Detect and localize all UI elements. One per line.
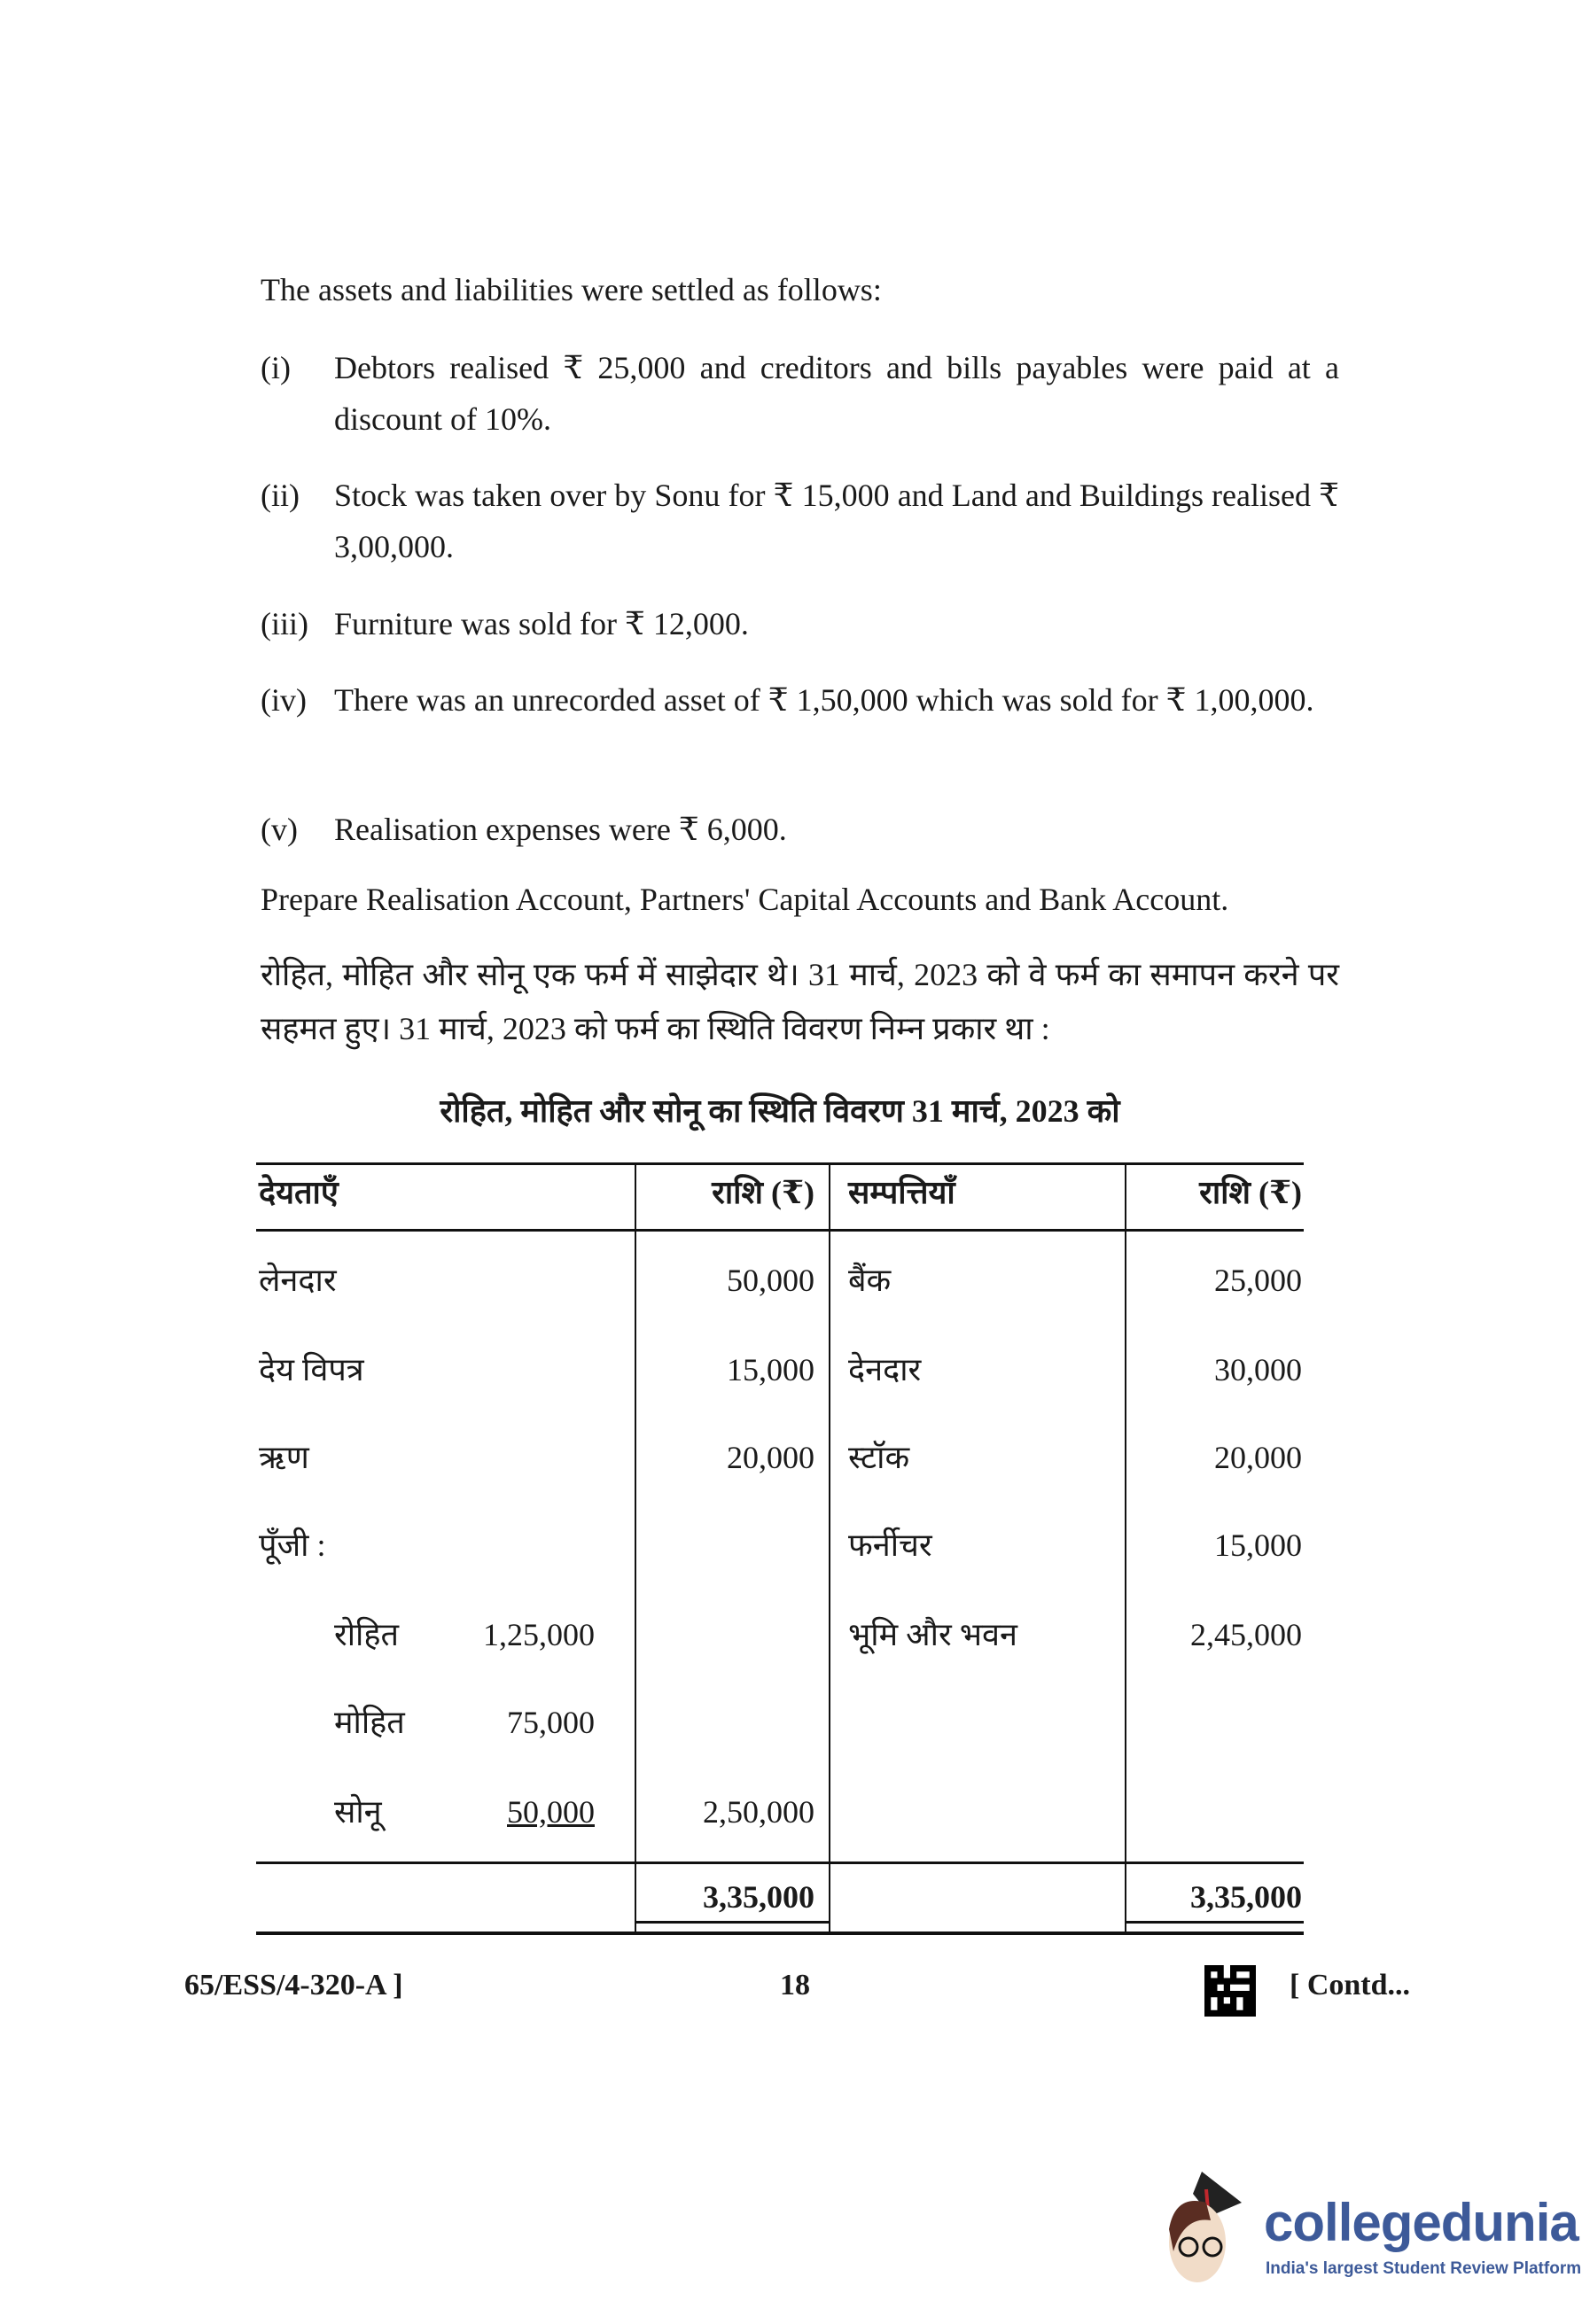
- total-liabilities: 3,35,000: [703, 1879, 814, 1915]
- liability-amount: 15,000: [727, 1352, 814, 1387]
- item-text: There was an unrecorded asset of ₹ 1,50,000 which was sold for ₹ 1,00,000.: [334, 682, 1314, 718]
- header-assets: सम्पत्तियाँ: [848, 1175, 955, 1210]
- list-item: [261, 470, 1339, 572]
- partner-capital: 75,000: [507, 1705, 595, 1740]
- asset-amount: 25,000: [1214, 1263, 1302, 1298]
- asset-label: बैंक: [848, 1263, 892, 1298]
- column-divider: [1125, 1162, 1126, 1935]
- item-text: Realisation expenses were ₹ 6,000.: [334, 812, 787, 847]
- asset-label: भूमि और भवन: [848, 1617, 1018, 1652]
- table-bottom-rule: [256, 1931, 1304, 1935]
- liability-label: लेनदार: [259, 1263, 337, 1298]
- item-text: Debtors realised ₹ 25,000 and creditors and bills payables were paid at a discount of 10%.: [334, 350, 1339, 437]
- asset-label: देनदार: [848, 1352, 922, 1387]
- liability-amount: 50,000: [727, 1263, 814, 1298]
- list-item: [261, 342, 1339, 445]
- liability-label: पूँजी :: [259, 1527, 326, 1563]
- asset-amount: 30,000: [1214, 1352, 1302, 1387]
- brand-tagline: India's largest Student Review Platform: [1266, 2259, 1582, 2278]
- partner-name: सोनू: [334, 1794, 382, 1830]
- partner-name: रोहित: [334, 1617, 400, 1652]
- column-divider: [829, 1162, 830, 1935]
- item-number: (ii): [261, 478, 300, 513]
- double-rule: [635, 1921, 830, 1924]
- list-item: [261, 804, 1339, 855]
- liability-amount: 20,000: [727, 1440, 814, 1475]
- asset-amount: 20,000: [1214, 1440, 1302, 1475]
- total-rule: [256, 1862, 1304, 1864]
- asset-amount: 2,45,000: [1190, 1617, 1302, 1652]
- item-number: (iv): [261, 682, 307, 718]
- double-rule: [1126, 1921, 1304, 1924]
- mascot-icon: [1157, 2167, 1264, 2291]
- continued-label: [ Contd...: [1290, 1969, 1411, 2001]
- list-item: [261, 598, 1339, 649]
- header-rule: [256, 1229, 1304, 1232]
- asset-amount: 15,000: [1214, 1527, 1302, 1563]
- intro-text: The assets and liabilities were settled as follows:: [261, 272, 882, 307]
- brand-name: collegedunia: [1264, 2193, 1578, 2252]
- partner-name: मोहित: [334, 1705, 405, 1740]
- qr-code-icon: [1204, 1965, 1256, 2017]
- page-number: 18: [780, 1969, 810, 2001]
- capital-total: 2,50,000: [703, 1794, 814, 1830]
- asset-label: स्टॉक: [848, 1440, 910, 1475]
- table-title: रोहित, मोहित और सोनू का स्थिति विवरण 31 मार्च, 2023 को: [440, 1093, 1120, 1129]
- item-number: (i): [261, 350, 291, 385]
- item-number: (iii): [261, 606, 308, 641]
- instruction-text: Prepare Realisation Account, Partners' Capital Accounts and Bank Account.: [261, 882, 1229, 917]
- liability-label: देय विपत्र: [259, 1352, 364, 1387]
- header-liabilities: देयताएँ: [259, 1175, 339, 1210]
- column-divider: [635, 1162, 636, 1935]
- asset-label: फर्नीचर: [848, 1527, 932, 1563]
- paper-code: 65/ESS/4-320-A ]: [184, 1969, 403, 2001]
- list-item: [261, 674, 1339, 726]
- table-top-rule: [256, 1162, 1304, 1165]
- liability-label: ऋण: [259, 1440, 309, 1475]
- header-amount: राशि (₹): [712, 1175, 814, 1210]
- partner-capital: 1,25,000: [483, 1617, 595, 1652]
- header-amount: राशि (₹): [1199, 1175, 1302, 1210]
- item-text: Stock was taken over by Sonu for ₹ 15,000 and Land and Buildings realised ₹ 3,00,000.: [334, 478, 1339, 564]
- partner-capital: 50,000: [507, 1794, 595, 1830]
- item-number: (v): [261, 812, 298, 847]
- hindi-paragraph: रोहित, मोहित और सोनू एक फर्म में साझेदार थे। 31 मार्च, 2023 को वे फर्म का समापन करने पर सहमत हुए। 31 मार्च, 2023 को फर्म का स्थिति विवरण निम्न प्रकार था :: [261, 957, 1339, 1046]
- item-text: Furniture was sold for ₹ 12,000.: [334, 606, 749, 641]
- total-assets: 3,35,000: [1190, 1879, 1302, 1915]
- collegedunia-watermark: [1157, 2167, 1582, 2291]
